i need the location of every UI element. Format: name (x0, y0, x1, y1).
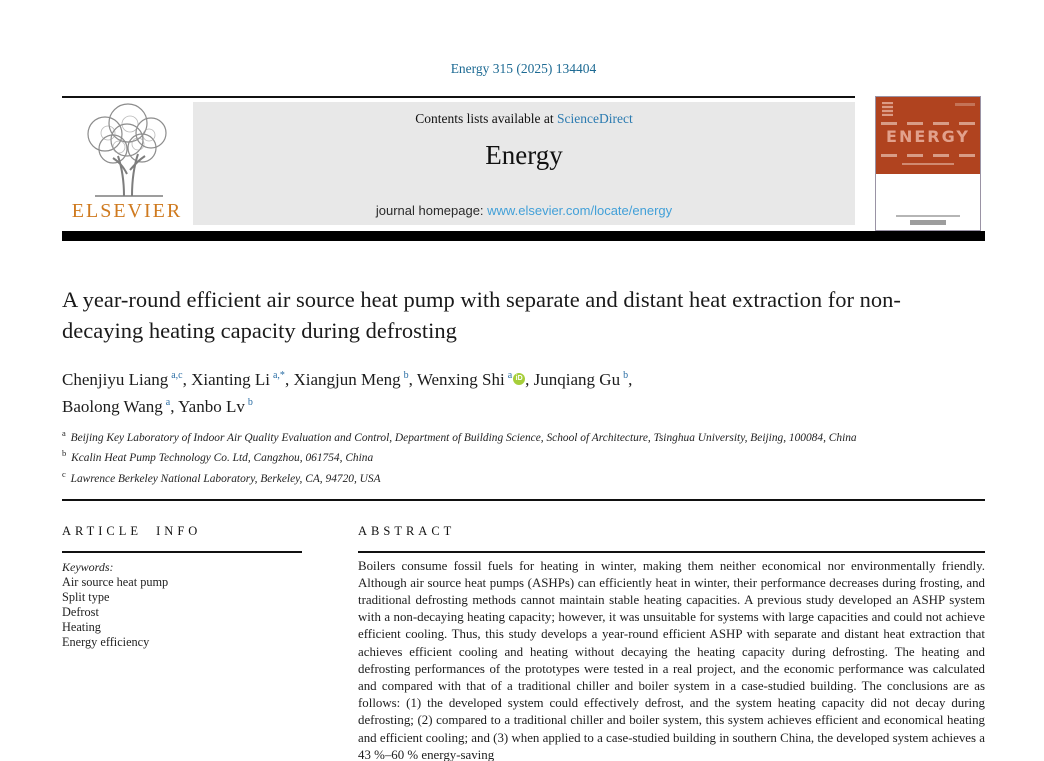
keywords-list (62, 575, 302, 651)
author (178, 397, 253, 416)
author-affiliation-superscript: b (247, 397, 253, 409)
journal-name: Energy (485, 140, 563, 170)
contents-line-text: Contents lists available at (415, 111, 557, 126)
affiliation: $^b$ Kcalin Heat Pump Technology Co. Ltd, Cangzhou, 061754, China (62, 448, 374, 465)
section-divider-rule (62, 499, 985, 501)
author-name: Xianting Li (191, 370, 270, 389)
journal-citation: Energy 315 (2025) 134404 (450, 61, 597, 76)
author: Xiangjun Meng $^b$, (293, 370, 417, 389)
author: Xianting Li $^{a,*}$, (191, 370, 294, 389)
affiliation: $^c$ Lawrence Berkeley National Laboratory, Berkeley, CA, 94720, USA (62, 468, 381, 485)
elsevier-wordmark: ELSEVIER (71, 200, 183, 222)
author: Junqiang Gu $^b$, (533, 370, 633, 389)
cover-issue-text (955, 103, 975, 106)
cover-red-panel (876, 97, 980, 174)
cover-word-row-bottom (881, 154, 975, 157)
homepage-prefix: journal homepage: (375, 203, 488, 218)
author-name: Yanbo Lv (178, 397, 245, 416)
contents-line (193, 111, 855, 127)
abstract-heading: ABSTRACT (358, 524, 456, 538)
author-affiliation-superscript: a,c (171, 370, 183, 382)
cover-lower-panel (876, 174, 980, 230)
cover-journal-title: ENERGY (886, 127, 970, 146)
journal-homepage-link[interactable]: www.elsevier.com/locate/energy (487, 203, 673, 218)
author-list (62, 366, 942, 420)
masthead-top-rule (62, 96, 855, 98)
author: Wenxing Shi $^a$ iD , (416, 370, 534, 389)
affiliation: $^a$ Beijing Key Laboratory of Indoor Air Quality Evaluation and Control, Department of Building Science, School of Architecture, Tsinghua University, Beijing, 100084, China (62, 428, 857, 444)
author-affiliation-superscript: a,* (272, 370, 285, 382)
author: Chenjiyu Liang $^{a,c}$, (62, 370, 192, 389)
cover-publisher-mark (882, 102, 893, 116)
cover-subtitle (902, 163, 954, 165)
masthead-box (193, 102, 855, 225)
keyword: Split type (62, 589, 110, 604)
author-affiliation-superscript: b (623, 370, 629, 382)
keyword: Energy efficiency (62, 635, 150, 650)
article-info-heading: ARTICLE INFO (62, 524, 202, 538)
keyword: Heating (62, 620, 101, 635)
keyword: Defrost (62, 604, 99, 619)
article-info-rule (62, 551, 302, 553)
author: Baolong Wang $^a$, (62, 397, 179, 416)
affiliation-list (62, 426, 982, 487)
author-name: Baolong Wang (62, 397, 163, 416)
author-name: Xiangjun Meng (293, 370, 401, 389)
cover-availability-text (896, 215, 960, 217)
keywords-label: Keywords: (62, 559, 114, 574)
author-affiliation-superscript: a (165, 397, 171, 409)
author-name: Junqiang Gu (533, 370, 621, 389)
article-info-column (62, 524, 302, 651)
sciencedirect-link[interactable]: ScienceDirect (557, 111, 633, 126)
article-title: A year-round efficient air source heat pump with separate and distant heat extraction for non-decaying heating capacity during defrosting (62, 287, 901, 343)
author-affiliation-superscript: a (507, 370, 513, 382)
homepage-line (193, 203, 855, 218)
abstract-rule (358, 551, 985, 553)
masthead-black-bar (62, 231, 985, 241)
keyword: Air source heat pump (62, 574, 169, 589)
abstract-text: Boilers consume fossil fuels for heating in winter, making them neither economical nor environmentally friendly. Although air source heat pumps (ASHPs) can efficiently heat in winter, their performance decreases during frosting, and traditional defrosting methods cannot maintain stable heating capacities. A previous study developed an ASHP system with a non-decaying heating capacity; however, it was unsuitable for systems with large capacities and could not achieve efficient cooling. Thus, this study develops a year-round efficient ASHP with separate and distant heat extraction that achieves efficient cooling and heating without decaying the heating capacity during defrosting. The heating and defrosting performances of the prototypes were tested in a real project, and the economic performance was calculated and compared with that of a traditional chiller and boiler system in a case-studied building. The conclusions are as follows: (1) the developed system could effectively defrost, and the system heating capacity did not decay during defrosting; (2) compared to a traditional chiller and boiler system, this system achieves efficient and economical heating and efficient cooling; and (3) when applied to a case-studied building in southern China, the developed system achieves a 43 %–60 % energy-saving (358, 558, 985, 761)
elsevier-tree-icon (64, 100, 190, 200)
author-name: Chenjiyu Liang (62, 370, 169, 389)
author-affiliation-superscript: b (403, 370, 409, 382)
cover-sciencedirect-mark (910, 220, 946, 225)
abstract-column (358, 524, 985, 761)
cover-word-row-top (881, 122, 975, 125)
elsevier-logo (64, 100, 190, 226)
author-name: Wenxing Shi (416, 370, 505, 389)
orcid-icon[interactable]: iD (513, 373, 525, 385)
journal-cover-thumbnail[interactable] (875, 96, 981, 231)
